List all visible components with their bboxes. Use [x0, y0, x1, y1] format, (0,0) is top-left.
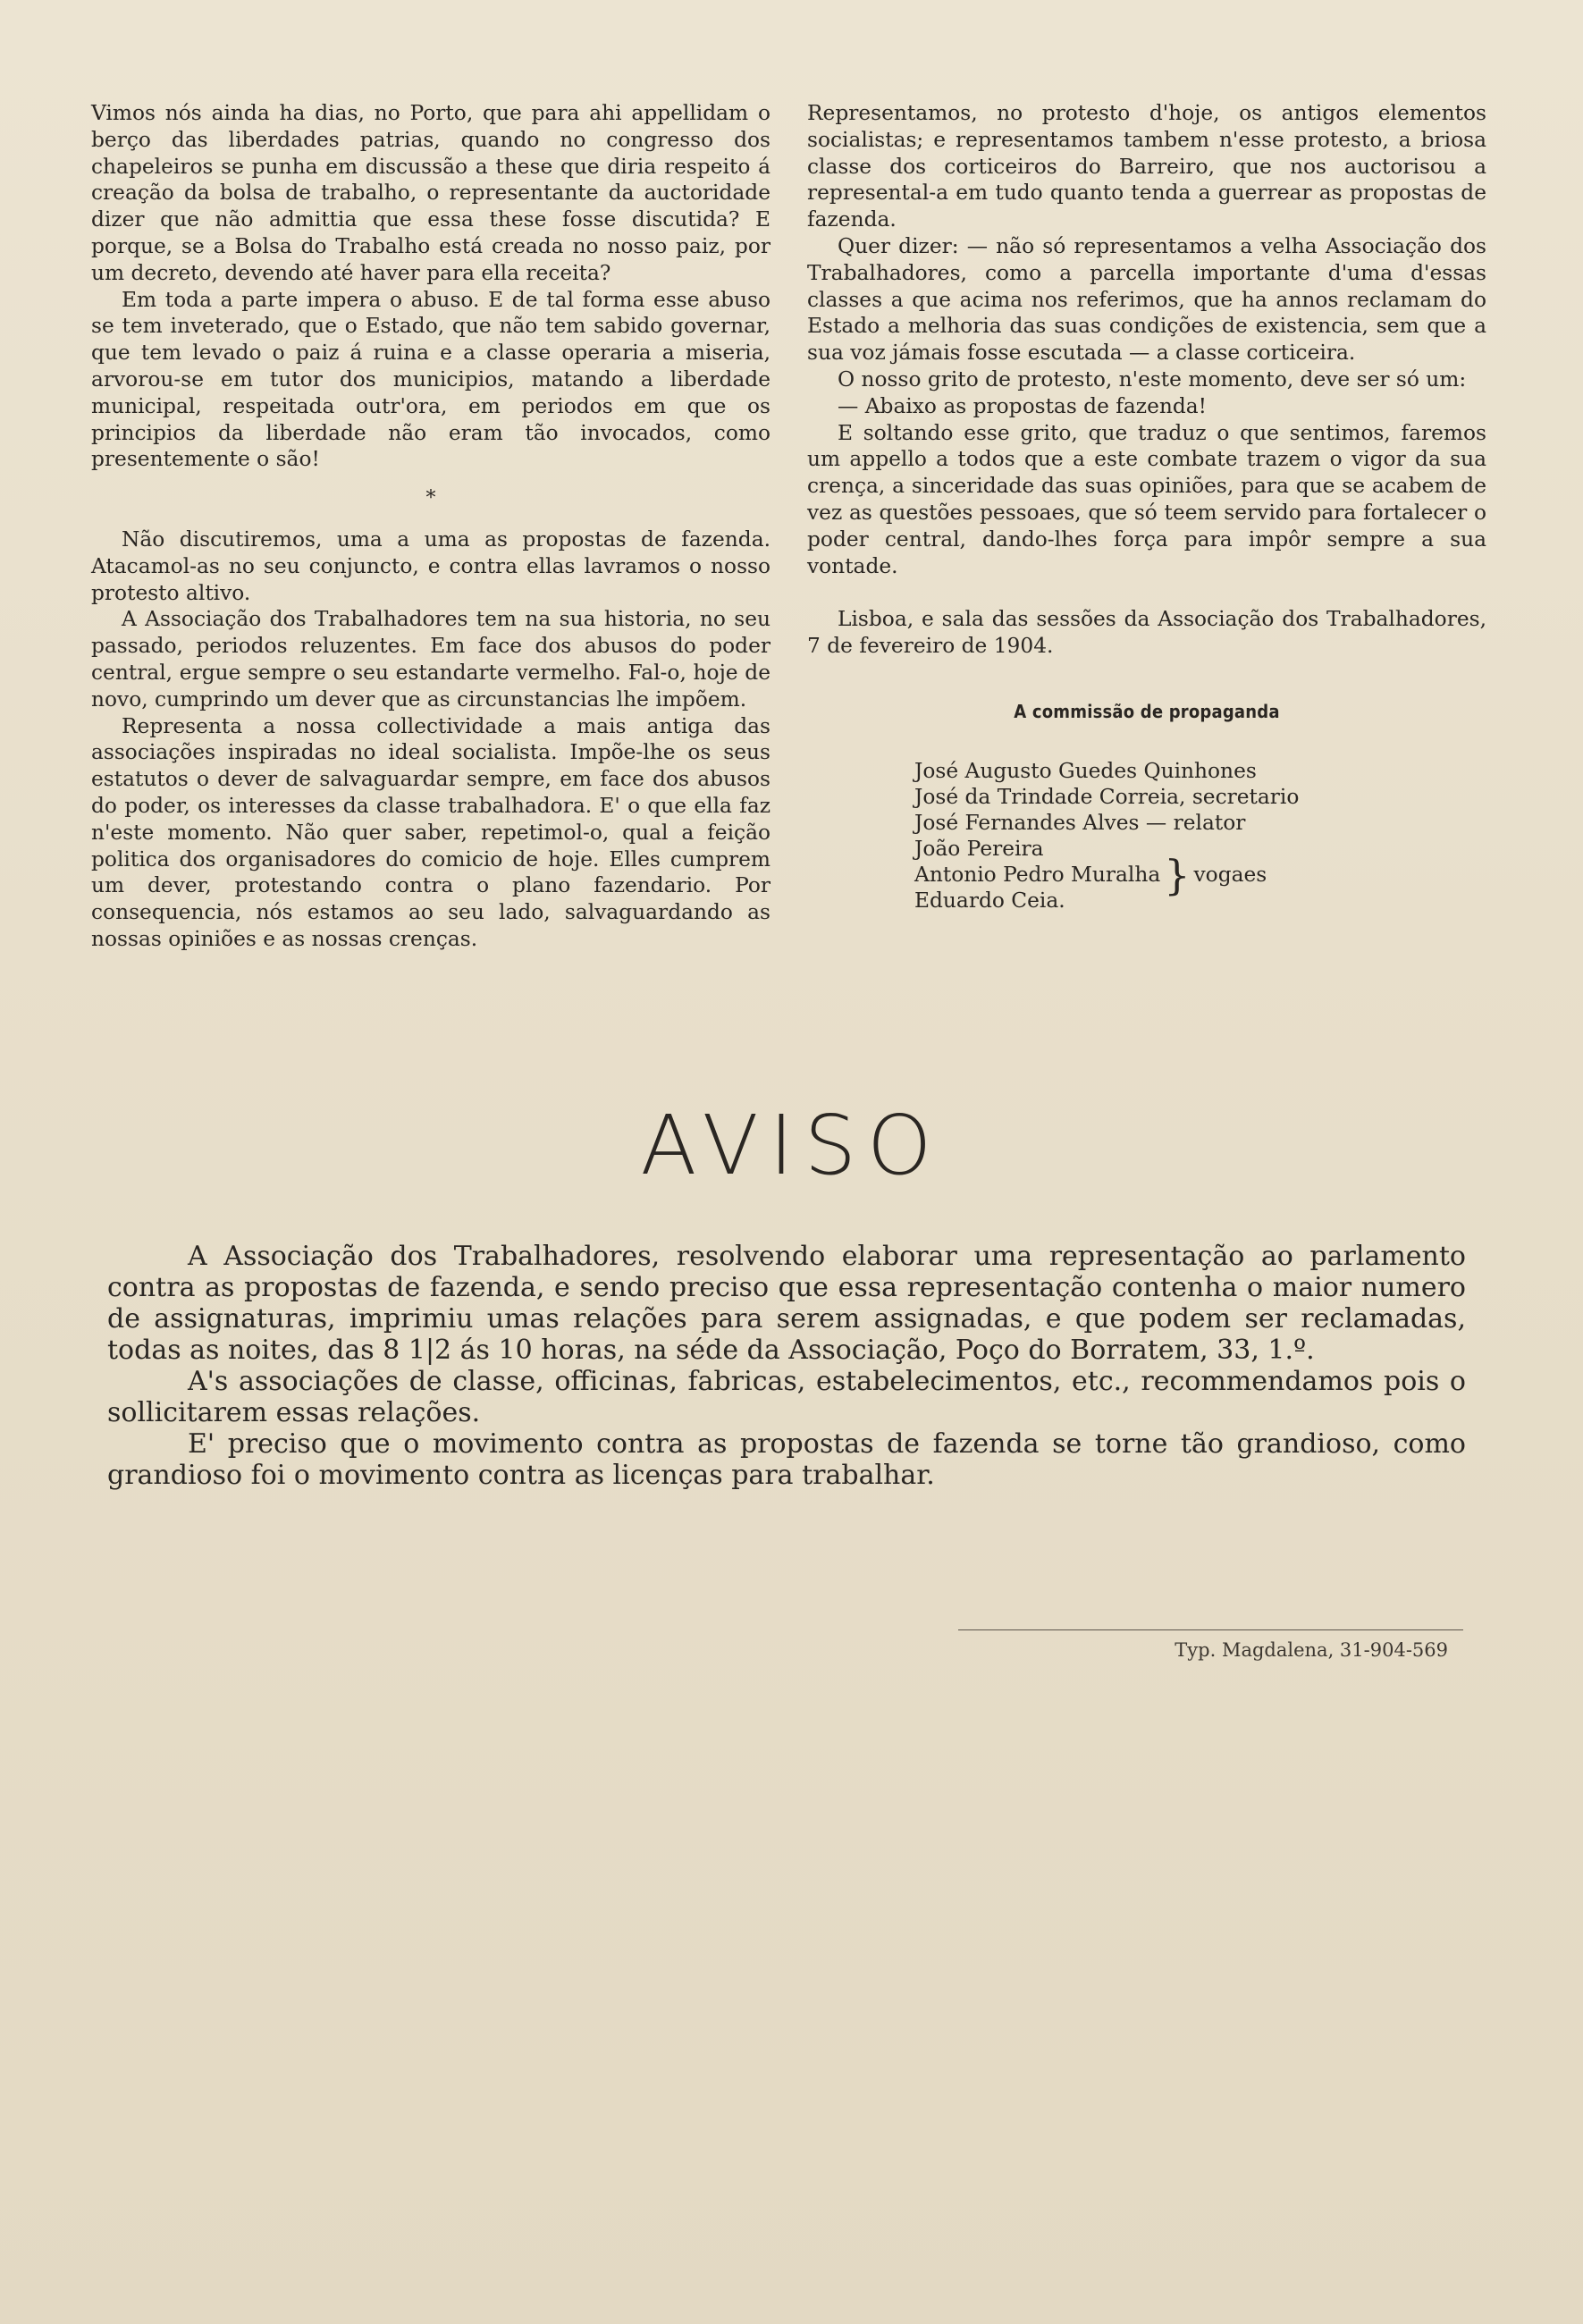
vogal-row: [914, 851, 1486, 900]
section-separator: *: [425, 487, 436, 510]
brace-symbol: }: [1164, 851, 1191, 900]
imprint-rule: [958, 1629, 1463, 1630]
signer: Antonio Pedro Muralha: [914, 862, 1161, 887]
signer: José Fernandes Alves — relator: [914, 810, 1246, 835]
vogal-label: vogaes: [1193, 862, 1267, 887]
aviso-body: [107, 1241, 1466, 1491]
signer: José Augusto Guedes Quinhones: [914, 758, 1257, 783]
paragraph: A Associação dos Trabalhadores, resolvendo elaborar uma representação ao parlamento contra as propostas de fazenda, e sendo preciso que essa representação contenha o maior numero de assignaturas, imprimiu umas relações para serem assignadas, e que podem ser reclamadas, todas as noites, das 8 1|2 ás 10 horas, na séde da Associação, Poço do Borratem, 33, 1.º.: [107, 1241, 1466, 1366]
signature-heading: A commissão de propaganda: [1014, 700, 1280, 722]
signer: José da Trindade Correia, secretario: [914, 784, 1300, 809]
signer: João Pereira: [914, 836, 1044, 861]
place-date: Lisboa, e sala das sessões da Associação dos Trabalhadores, 7 de fevereiro de 1904.: [807, 607, 1486, 659]
paragraph: Representamos, no protesto d'hoje, os antigos elementos socialistas; e representamos tambem n'esse protesto, a briosa classe dos corticeiros do Barreiro, que nos auctorisou a represental-a em tudo quanto tenda a guerrear as propostas de fazenda.: [807, 101, 1486, 232]
paragraph: Em toda a parte impera o abuso. E de tal forma esse abuso se tem inveterado, que o Estado, que não tem sabido governar, que tem levado o paiz á ruina e a classe operaria a miseria, arvorou-se em tutor dos municipios, matando a liberdade municipal, respeitada outr'ora, em periodos em que os principios da liberdade não eram tão invocados, como presentemente o são!: [91, 287, 770, 472]
paragraph: — Abaixo as propostas de fazenda!: [838, 393, 1208, 418]
paragraph: A's associações de classe, officinas, fabricas, estabelecimentos, etc., recommendamos pois o sollicitarem essas relações.: [107, 1366, 1466, 1428]
paragraph: A Associação dos Trabalhadores tem na sua historia, no seu passado, periodos reluzentes. Em face dos abusos do poder central, ergue sempre o seu estandarte vermelho. Fal-o, hoje de novo, cumprindo um dever que as circunstancias lhe impõem.: [91, 607, 770, 712]
paragraph: Não discutiremos, uma a uma as propostas de fazenda. Atacamol-as no seu conjuncto, e contra ellas lavramos o nosso protesto altivo.: [91, 526, 770, 605]
paragraph: Representa a nossa collectividade a mais antiga das associações inspiradas no ideal socialista. Impõe-lhe os seus estatutos o dever de salvaguardar sempre, em face dos abusos do poder, os interesses da classe trabalhadora. E' o que ella faz n'este momento. Não quer saber, repetimol-o, qual a feição politica dos organisadores do comicio de hoje. Elles cumprem um dever, protestando contra o plano fazendario. Por consequencia, nós estamos ao seu lado, salvaguardando as nossas opiniões e as nossas crenças.: [91, 713, 770, 951]
signers-list: [914, 758, 1486, 914]
right-column: [807, 100, 1486, 914]
paragraph: E' preciso que o movimento contra as propostas de fazenda se torne tão grandioso, como grandioso foi o movimento contra as licenças para trabalhar.: [107, 1428, 1466, 1491]
signer: Eduardo Ceia.: [914, 888, 1065, 913]
aviso-title: AVISO: [640, 1098, 943, 1193]
paragraph: E soltando esse grito, que traduz o que sentimos, faremos um appello a todos que a este combate trazem o vigor da sua crença, a sinceridade das suas opiniões, para que se acabem de vez as questões pessoaes, que só teem servido para fortalecer o poder central, dando-lhes força para impôr sempre a sua vontade.: [807, 420, 1486, 578]
paragraph: Quer dizer: — não só representamos a velha Associação dos Trabalhadores, como a parcella importante d'uma d'essas classes a que acima nos referimos, que ha annos reclamam do Estado a melhoria das suas condições de existencia, sem que a sua voz jámais fosse escutada — a classe corticeira.: [807, 233, 1486, 366]
left-column: [91, 100, 770, 953]
printer-imprint: Typ. Magdalena, 31-904-569: [1175, 1639, 1448, 1661]
paragraph: O nosso grito de protesto, n'este momento, deve ser só um:: [838, 366, 1467, 392]
paragraph: Vimos nós ainda ha dias, no Porto, que para ahi appellidam o berço das liberdades patrias, quando no congresso dos chapeleiros se punha em discussão a these que diria respeito á creação da bolsa de trabalho, o representante da auctoridade dizer que não admittia que essa these fosse discutida? E porque, se a Bolsa do Trabalho está creada no nosso paiz, por um decreto, devendo até haver para ella receita?: [91, 101, 770, 285]
